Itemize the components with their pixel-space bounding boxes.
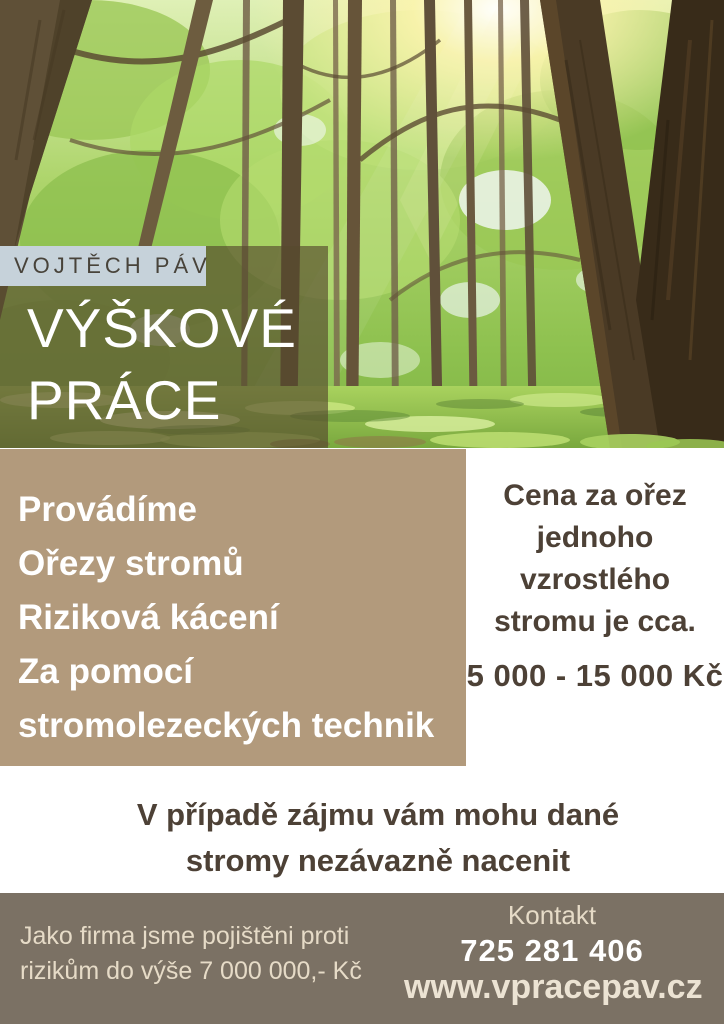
phone-number: 725 281 406 xyxy=(460,933,644,968)
contact-label: Kontakt xyxy=(507,900,597,930)
services-line: Riziková kácení xyxy=(18,598,279,637)
services-line: stromolezeckých technik xyxy=(18,706,435,745)
brand-banner xyxy=(0,246,211,286)
brand-name: VOJTĚCH PÁV xyxy=(14,253,211,278)
services-line: Provádíme xyxy=(18,490,197,529)
services-panel xyxy=(0,449,466,766)
contact-block xyxy=(404,900,703,1006)
price-text-line: vzrostlého xyxy=(519,563,671,596)
price-text-line: Cena za ořez xyxy=(503,479,687,512)
insurance-line-1: Jako firma jsme pojištěni proti xyxy=(20,922,350,950)
footer-bar xyxy=(0,893,724,1024)
tagline xyxy=(32,766,724,884)
main-title-line-2: PRÁCE xyxy=(27,369,222,431)
price-text-line: jednoho xyxy=(536,521,654,554)
price-panel xyxy=(466,449,724,766)
services-line: Za pomocí xyxy=(18,652,194,691)
tagline-line-1: V případě zájmu vám mohu dané xyxy=(136,797,620,832)
insurance-line-2: rizikům do výše 7 000 000,- Kč xyxy=(20,957,362,985)
main-title xyxy=(27,292,297,436)
tagline-line-2: stromy nezávazně nacenit xyxy=(185,843,571,878)
services-line: Ořezy stromů xyxy=(18,544,244,583)
website-url: www.vpracepav.cz xyxy=(404,968,703,1006)
main-title-line-1: VÝŠKOVÉ xyxy=(27,297,297,359)
insurance-text xyxy=(20,919,362,989)
price-amount: 5 000 - 15 000 Kč xyxy=(466,658,724,693)
price-text-line: stromu je cca. xyxy=(494,605,696,638)
